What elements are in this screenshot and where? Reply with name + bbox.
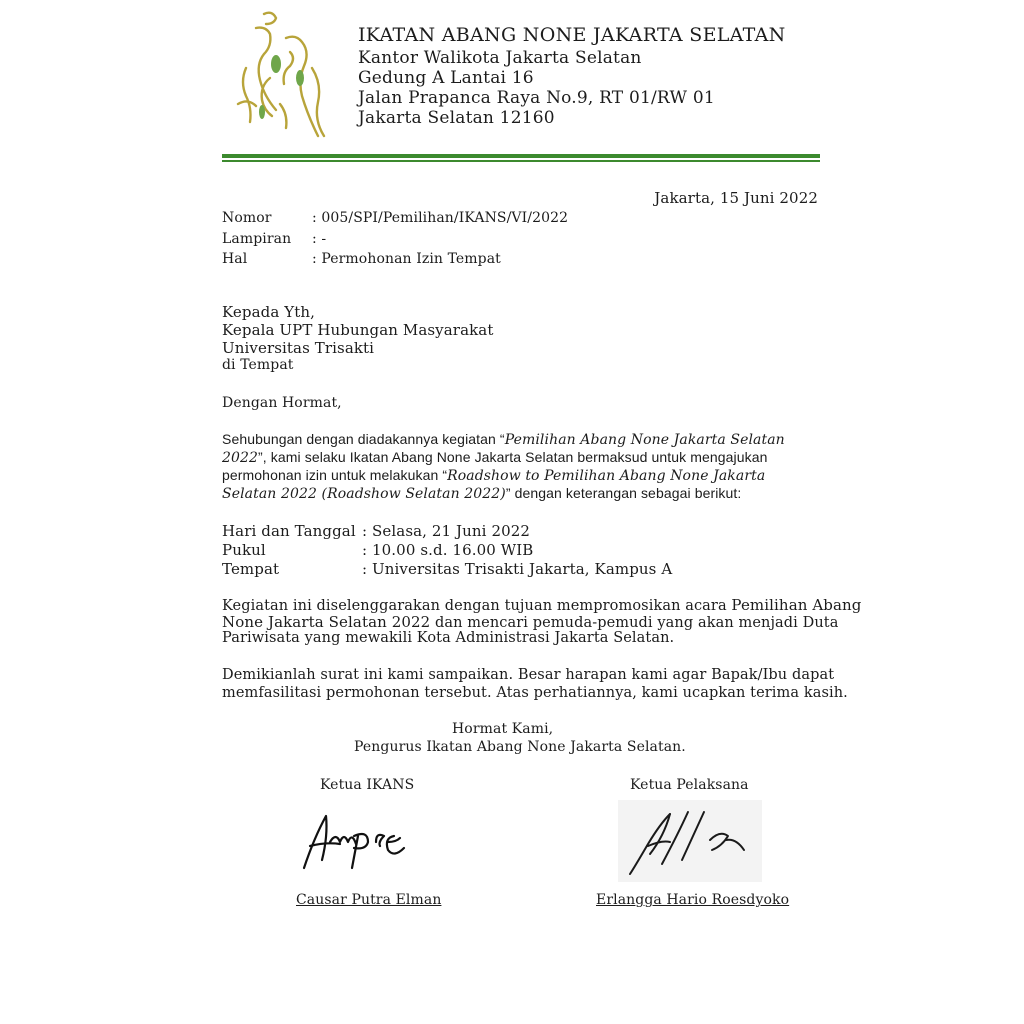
meta-label: Hal — [222, 251, 248, 267]
recipient-line: Kepada Yth, — [222, 303, 315, 321]
regards-line: Hormat Kami, — [452, 721, 554, 737]
closing-line: Demikianlah surat ini kami sampaikan. Besar harapan kami agar Bapak/Ibu dapat — [222, 667, 835, 683]
meta-value: : 005/SPI/Pemilihan/IKANS/VI/2022 — [312, 210, 569, 226]
organization-name: IKATAN ABANG NONE JAKARTA SELATAN — [358, 24, 786, 46]
purpose-line-2: None Jakarta Selatan 2022 dan mencari pemuda-pemudi yang akan menjadi Duta — [222, 613, 839, 631]
recipient-line: Universitas Trisakti — [222, 339, 375, 357]
detail-label: Tempat — [222, 560, 280, 578]
detail-value: : 10.00 s.d. 16.00 WIB — [362, 541, 534, 559]
header-rule-thin — [222, 160, 820, 162]
address-line: Jalan Prapanca Raya No.9, RT 01/RW 01 — [358, 88, 715, 108]
intro-line-1: Sehubungan dengan diadakannya kegiatan “Pemilihan Abang None Jakarta Selatan — [222, 431, 785, 448]
signatory-name: Causar Putra Elman — [296, 892, 442, 908]
letterhead — [358, 24, 786, 128]
signature-ketua-ikans — [296, 806, 426, 876]
intro-line-4: Selatan 2022 (Roadshow Selatan 2022)” dengan keterangan sebagai berikut: — [222, 485, 742, 502]
organization-logo — [226, 8, 344, 150]
regards-line: Pengurus Ikatan Abang None Jakarta Selatan. — [354, 739, 686, 755]
address-line: Gedung A Lantai 16 — [358, 68, 534, 88]
meta-label: Nomor — [222, 210, 272, 226]
address-line: Kantor Walikota Jakarta Selatan — [358, 48, 642, 68]
meta-value: : - — [312, 231, 327, 247]
header-rule — [222, 154, 820, 158]
purpose-line-3: Pariwisata yang mewakili Kota Administrasi Jakarta Selatan. — [222, 630, 675, 646]
letter-date: Jakarta, 15 Juni 2022 — [654, 189, 818, 207]
meta-label: Lampiran — [222, 231, 292, 247]
signatory-role: Ketua IKANS — [320, 777, 415, 793]
detail-value: : Universitas Trisakti Jakarta, Kampus A — [362, 560, 673, 578]
recipient-line: Kepala UPT Hubungan Masyarakat — [222, 321, 494, 339]
intro-line-3: permohonan izin untuk melakukan “Roadshow to Pemilihan Abang None Jakarta — [222, 467, 766, 484]
detail-label: Pukul — [222, 541, 266, 559]
salutation: Dengan Hormat, — [222, 395, 342, 411]
detail-value: : Selasa, 21 Juni 2022 — [362, 522, 531, 540]
closing-line: memfasilitasi permohonan tersebut. Atas perhatiannya, kami ucapkan terima kasih. — [222, 685, 848, 701]
address-line: Jakarta Selatan 12160 — [358, 108, 555, 128]
meta-value: : Permohonan Izin Tempat — [312, 251, 501, 267]
purpose-line-1: Kegiatan ini diselenggarakan dengan tujuan mempromosikan acara Pemilihan Abang — [222, 596, 862, 614]
detail-label: Hari dan Tanggal — [222, 522, 356, 540]
signatory-name: Erlangga Hario Roesdyoko — [596, 892, 790, 908]
signatory-role: Ketua Pelaksana — [630, 777, 749, 793]
signature-ketua-pelaksana — [618, 800, 762, 882]
recipient-line: di Tempat — [222, 357, 294, 373]
intro-line-2: 2022”, kami selaku Ikatan Abang None Jakarta Selatan bermaksud untuk mengajukan — [222, 449, 768, 466]
